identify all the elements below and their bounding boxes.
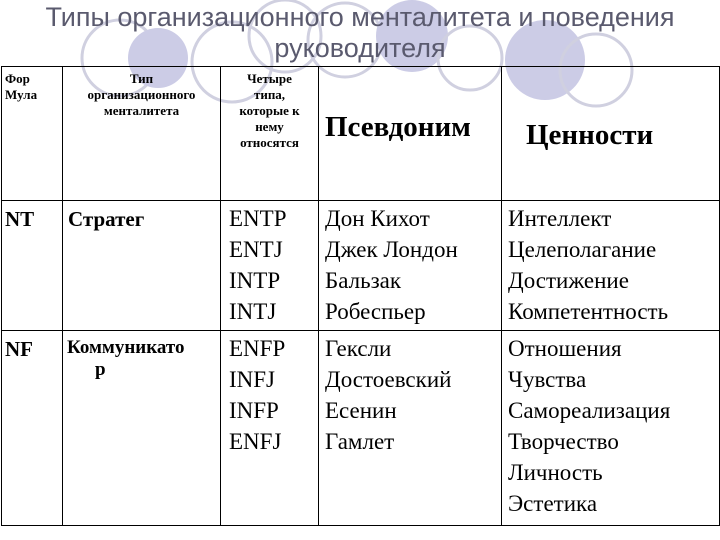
header-pseudonym <box>319 67 502 201</box>
header-text: нему <box>255 119 284 134</box>
cell-text: Джек Лондон <box>325 237 458 262</box>
cell-text: Гексли <box>325 336 392 361</box>
mentality-table <box>1 66 720 526</box>
table-row <box>2 201 720 331</box>
cell-text: Робеспьер <box>325 299 426 324</box>
cell-text: Коммуникато <box>67 337 185 358</box>
header-mentality <box>63 67 221 201</box>
cell-text: INFJ <box>229 367 276 392</box>
formula-cell: NT <box>2 201 63 331</box>
mentality-cell <box>63 201 221 331</box>
types-cell <box>221 201 319 331</box>
header-values <box>502 67 720 201</box>
header-text: относятся <box>240 135 299 150</box>
header-text: Мула <box>5 87 38 102</box>
cell-text: INFP <box>229 398 279 423</box>
cell-text: Эстетика <box>508 491 598 516</box>
cell-text: Самореализация <box>508 398 671 423</box>
cell-text: ENTJ <box>229 237 283 262</box>
header-text: типа, <box>253 87 286 102</box>
cell-text: ENTP <box>229 206 287 231</box>
cell-text: ENFP <box>229 336 286 361</box>
cell-text: Достижение <box>508 268 629 293</box>
header-text: менталитета <box>103 103 180 118</box>
pseudonym-cell <box>319 201 502 331</box>
cell-text: Есенин <box>325 398 397 423</box>
cell-text: INTP <box>229 268 281 293</box>
cell-text: Компетентность <box>508 299 669 324</box>
header-text: Тип <box>129 71 154 86</box>
header-text: Псевдоним <box>325 111 471 143</box>
title-line-2: руководителя <box>274 33 446 63</box>
cell-text: Стратег <box>68 207 145 231</box>
values-cell <box>502 201 720 331</box>
cell-text: Чувства <box>508 367 587 392</box>
header-text: организационного <box>87 87 196 102</box>
cell-text: Гамлет <box>325 429 395 454</box>
cell-text: Творчество <box>508 429 619 454</box>
cell-text: Отношения <box>508 336 622 361</box>
cell-text: р <box>95 359 106 380</box>
formula-cell: NF <box>2 331 63 526</box>
cell-text: Бальзак <box>325 268 402 293</box>
header-formula <box>2 67 63 201</box>
header-types <box>221 67 319 201</box>
pseudonym-cell <box>319 331 502 526</box>
table-header-row <box>2 67 720 201</box>
title-line-1: Типы организационного менталитета и поведения <box>45 2 675 32</box>
cell-text: Достоевский <box>325 367 452 392</box>
cell-text: INTJ <box>229 299 277 324</box>
cell-text: ENFJ <box>229 429 282 454</box>
header-text: Фор <box>5 71 30 86</box>
page-title <box>0 2 720 64</box>
header-text: которые к <box>239 103 300 118</box>
cell-text: Интеллект <box>508 206 612 231</box>
mentality-cell <box>63 331 221 526</box>
header-text: Четыре <box>247 71 292 86</box>
types-cell <box>221 331 319 526</box>
cell-text: Целеполагание <box>508 237 657 262</box>
values-cell <box>502 331 720 526</box>
cell-text: Личность <box>508 460 603 485</box>
table-row <box>2 331 720 526</box>
header-text: Ценности <box>526 119 654 151</box>
cell-text: Дон Кихот <box>325 206 430 231</box>
